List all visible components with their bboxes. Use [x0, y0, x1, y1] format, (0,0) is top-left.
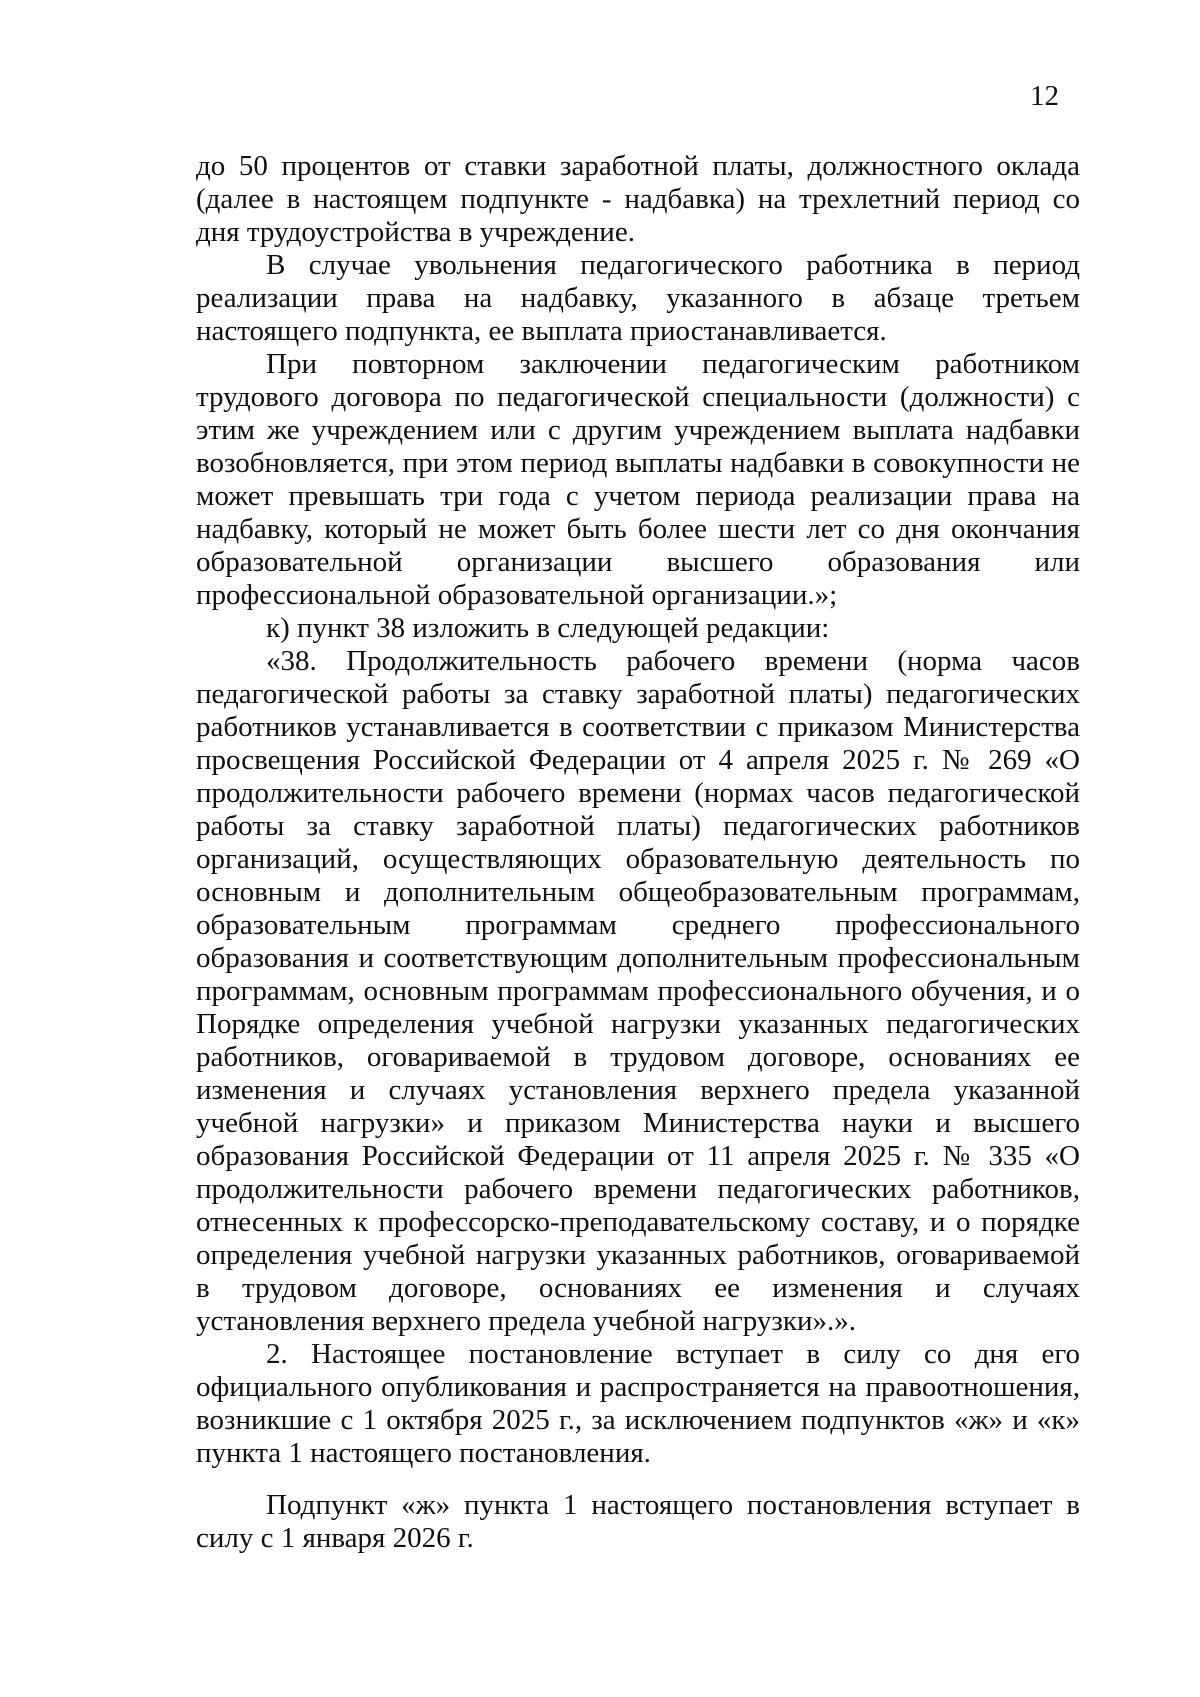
- page-number: 12: [1030, 80, 1059, 112]
- paragraph-reemployment: При повторном заключении педагогическим работником трудового договора по педагогической специальности (должности) с этим же учреждением или с другим учреждением выплата надбавки возобновляется, при этом период выплаты надбавки в совокупности не может превышать три года с учетом периода реализации права на надбавку, который не может быть более шести лет со дня окончания образовательной организации высшего образования или профессиональной образовательной организации.»;: [196, 348, 1080, 611]
- paragraph-allowance-continuation: до 50 процентов от ставки заработной платы, должностного оклада (далее в настоящем подпункте - надбавка) на трехлетний период со дня трудоустройства в учреждение.: [196, 150, 1080, 248]
- paragraph-entry-into-force: 2. Настоящее постановление вступает в силу со дня его официального опубликования и распространяется на правоотношения, возникшие с 1 октября 2025 г., за исключением подпунктов «ж» и «к» пункта 1 настоящего постановления.: [196, 1338, 1080, 1469]
- document-body: [196, 150, 1080, 1555]
- paragraph-dismissal: В случае увольнения педагогического работника в период реализации права на надбавку, указанного в абзаце третьем настоящего подпункта, ее выплата приостанавливается.: [196, 249, 1080, 347]
- paragraph-item-k: к) пункт 38 изложить в следующей редакции:: [266, 612, 830, 644]
- paragraph-point-38: «38. Продолжительность рабочего времени (норма часов педагогической работы за ставку заработной платы) педагогических работников устанавливается в соответствии с приказом Министерства просвещения Российской Федерации от 4 апреля 2025 г. № 269 «О продолжительности рабочего времени (нормах часов педагогической работы за ставку заработной платы) педагогических работников организаций, осуществляющих образовательную деятельность по основным и дополнительным общеобразовательным программам, образовательным программам среднего профессионального образования и соответствующим дополнительным профессиональным программам, основным программам профессионального обучения, и о Порядке определения учебной нагрузки указанных педагогических работников, оговариваемой в трудовом договоре, основаниях ее изменения и случаях установления верхнего предела указанной учебной нагрузки» и приказом Министерства науки и высшего образования Российской Федерации от 11 апреля 2025 г. № 335 «О продолжительности рабочего времени педагогических работников, отнесенных к профессорско-преподавательскому составу, и о порядке определения учебной нагрузки указанных работников, оговариваемой в трудовом договоре, основаниях ее изменения и случаях установления верхнего предела учебной нагрузки».».: [196, 645, 1080, 1337]
- paragraph-subitem-zh: Подпункт «ж» пункта 1 настоящего постановления вступает в силу с 1 января 2026 г.: [196, 1489, 1080, 1554]
